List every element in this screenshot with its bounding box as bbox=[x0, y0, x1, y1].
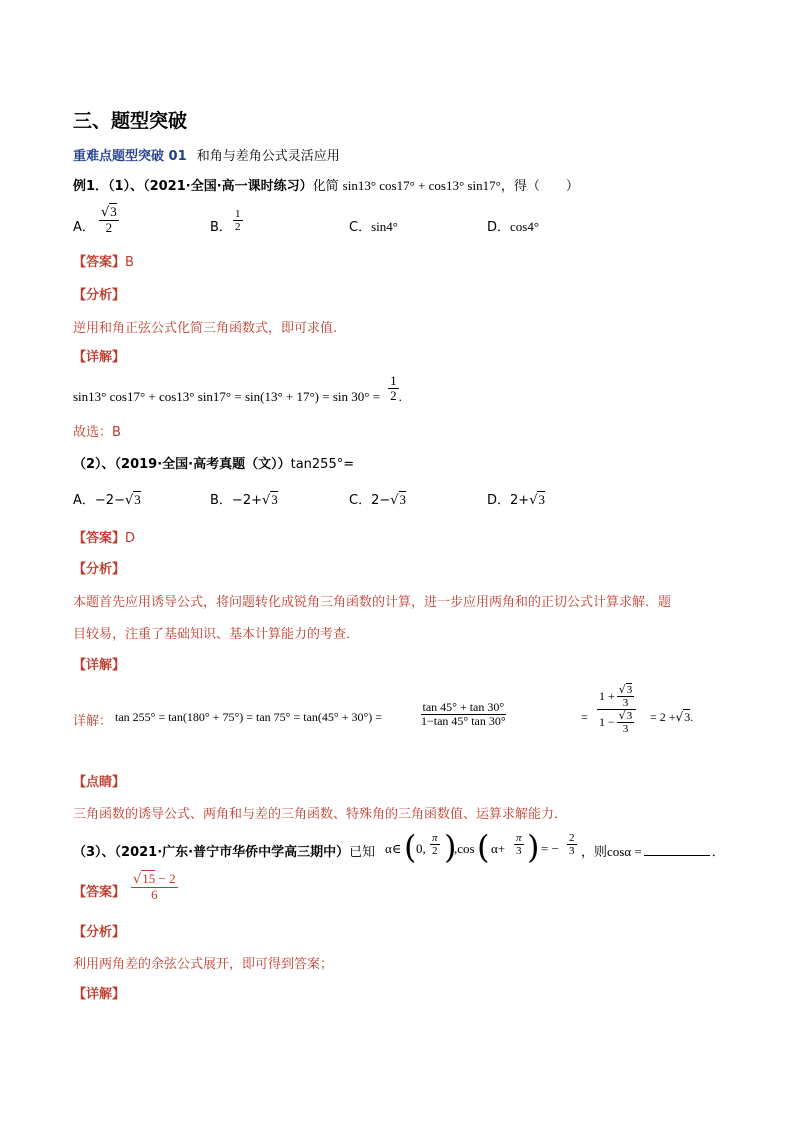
paren-close-icon: ) bbox=[444, 828, 457, 866]
q2-source: （2019·全国·高考真题（文）） bbox=[114, 457, 291, 472]
q3-text: 已知 bbox=[349, 845, 376, 860]
q2-options bbox=[73, 489, 713, 509]
q3-analysis-label: 【分析】 bbox=[73, 925, 126, 940]
q3-stem bbox=[73, 830, 733, 870]
q3-value-num: 2 bbox=[569, 832, 575, 844]
q2-frac2-den-root: 3 bbox=[626, 710, 633, 723]
q2-detail-result: = 2 +√3. bbox=[650, 710, 694, 724]
q1-option-d-label: D． bbox=[487, 220, 511, 235]
q3-value-den: 3 bbox=[569, 845, 575, 858]
q2-point-text: 三角函数的诱导公式、两角和与差的三角函数、特殊角的三角函数值、运算求解能力． bbox=[73, 807, 568, 822]
sqrt-icon: √ bbox=[101, 205, 110, 220]
q3-pi-2: π bbox=[516, 832, 522, 844]
q1-option-b-label: B． bbox=[210, 220, 232, 235]
q3-answer-den: 6 bbox=[151, 887, 158, 903]
q1-answer bbox=[73, 251, 134, 270]
q2-detail-result-root: 3 bbox=[684, 710, 691, 724]
q2-option-c-value: 2− bbox=[371, 493, 391, 508]
paren-close-2-icon: ) bbox=[527, 828, 540, 866]
q2-prefix: （2）、 bbox=[73, 457, 115, 472]
q2-option-a: A．−2−√3 bbox=[73, 492, 141, 508]
q2-detail-formula bbox=[73, 684, 733, 756]
q2-option-a-value: −2− bbox=[94, 493, 125, 508]
q1-suffix: ，得（ ） bbox=[500, 179, 579, 194]
q2-analysis-line2: 目较易，注重了基础知识、基本计算能力的考查． bbox=[73, 627, 360, 642]
q1-option-c bbox=[349, 216, 398, 235]
q1-analysis-label: 【分析】 bbox=[73, 288, 126, 303]
q3-alpha-plus: α+ bbox=[491, 841, 506, 856]
q1-option-d-value: cos4° bbox=[510, 219, 540, 234]
q1-expr: sin13° cos17° + cos13° sin17° bbox=[342, 178, 501, 193]
q1-option-a-num: 3 bbox=[110, 204, 117, 219]
q2-option-c-root: 3 bbox=[399, 492, 407, 507]
q1-option-a-den: 2 bbox=[105, 220, 113, 236]
q1-choose-value: B bbox=[112, 425, 121, 440]
q3-answer bbox=[73, 872, 373, 912]
q3-cos: ,cos bbox=[454, 841, 475, 856]
q3-analysis-text: 利用两角差的余弦公式展开，即可得到答案； bbox=[73, 957, 334, 972]
q1-option-a-frac bbox=[99, 205, 119, 236]
q2-option-b-root: 3 bbox=[271, 492, 278, 507]
q1-detail-frac bbox=[388, 374, 399, 404]
q2-detail-result-prefix: = 2 + bbox=[650, 710, 676, 724]
q3-answer-label: 【答案】 bbox=[73, 885, 126, 900]
q2-stem bbox=[73, 453, 354, 472]
q1-option-a-label: A． bbox=[73, 220, 95, 235]
q2-detail-label: 【详解】 bbox=[73, 658, 126, 673]
paren-open-2-icon: ( bbox=[477, 828, 490, 866]
q2-option-b: B．−2+√3 bbox=[210, 492, 278, 508]
q1-detail-expr: sin13° cos17° + cos13° sin17° = sin(13° + 17°) = sin 30° = bbox=[73, 389, 381, 405]
q1-detail-label: 【详解】 bbox=[73, 350, 126, 365]
q1-answer-label: 【答案】 bbox=[73, 255, 126, 270]
q3-answer-root: 15 bbox=[142, 871, 156, 886]
q2-answer bbox=[73, 527, 135, 546]
section-title: 三、题型突破 bbox=[73, 110, 188, 132]
q1-options bbox=[73, 205, 713, 241]
q2-analysis-line1: 本题首先应用诱导公式，将问题转化成锐角三角函数的计算，进一步应用两角和的正切公式计算求解．题 bbox=[73, 595, 672, 610]
subsection-title: 和角与差角公式灵活应用 bbox=[196, 149, 340, 164]
q1-option-b-den: 2 bbox=[235, 221, 241, 234]
q2-frac1-den: 1−tan 45° tan 30° bbox=[421, 714, 506, 729]
q3-answer-blank[interactable] bbox=[644, 855, 710, 856]
q2-detail-frac1 bbox=[419, 701, 508, 728]
q3-interval: 0, bbox=[416, 841, 426, 856]
q3-value-frac bbox=[567, 832, 577, 857]
q2-text: tan255°= bbox=[290, 457, 355, 472]
q2-option-d-root: 3 bbox=[538, 492, 545, 507]
paren-open-icon: ( bbox=[404, 828, 417, 866]
q3-cos-alpha: cosα = bbox=[607, 844, 642, 859]
q3-alpha-in: α∈ bbox=[385, 841, 402, 856]
q3-prefix: （3）、 bbox=[73, 845, 115, 860]
q1-option-b-num: 1 bbox=[235, 208, 241, 220]
q3-answer-minus: − 2 bbox=[155, 871, 176, 886]
q2-frac1-num: tan 45° + tan 30° bbox=[422, 700, 505, 714]
q1-option-b-frac bbox=[233, 208, 243, 233]
q1-choose bbox=[73, 421, 121, 440]
q1-option-c-label: C． bbox=[349, 220, 372, 235]
q1-text: 化简 bbox=[312, 179, 339, 194]
q2-option-b-label: B． bbox=[210, 493, 232, 508]
q2-frac2-num-den: 3 bbox=[622, 697, 629, 710]
q1-stem bbox=[73, 175, 579, 194]
q3-answer-frac: $\frac{√15 - 2}{6}$ bbox=[133, 871, 176, 903]
q2-option-a-label: A． bbox=[73, 493, 95, 508]
q2-option-d: D．2+√3 bbox=[487, 492, 545, 508]
q2-answer-value: D bbox=[125, 531, 136, 546]
q1-detail-num: 1 bbox=[390, 373, 397, 388]
q1-analysis-text: 逆用和角正弦公式化简三角函数式，即可求值. bbox=[73, 321, 338, 336]
q2-detail-expr: tan 255° = tan(180° + 75°) = tan 75° = tan(45° + 30°) = bbox=[115, 710, 383, 724]
q3-three: 3 bbox=[516, 845, 522, 858]
q2-analysis-label: 【分析】 bbox=[73, 562, 126, 577]
q3-two: 2 bbox=[432, 845, 438, 858]
q2-detail-frac2: 1 + $\frac{√3}{3}$ 1 − $\frac{√3}{3}$ bbox=[597, 684, 636, 735]
q3-stem-lead bbox=[73, 841, 375, 860]
subsection-heading bbox=[73, 145, 340, 164]
q3-end: ． bbox=[711, 845, 725, 860]
q2-frac2-den-den: 3 bbox=[622, 723, 629, 736]
q3-source: （2021·广东·普宁市华侨中学高三期中） bbox=[114, 845, 350, 860]
q2-frac2-num-root: 3 bbox=[626, 684, 633, 696]
q2-option-a-root: 3 bbox=[134, 492, 141, 507]
q2-option-c: C．2−√3 bbox=[349, 492, 407, 508]
q1-option-a bbox=[73, 216, 95, 235]
q1-option-c-value: sin4° bbox=[371, 219, 398, 234]
q2-detail-prefix: 详解： bbox=[73, 714, 113, 729]
q2-point-label: 【点睛】 bbox=[73, 775, 126, 790]
q2-option-d-value: 2+ bbox=[510, 493, 530, 508]
q2-frac2-num-prefix: 1 + bbox=[599, 689, 615, 703]
q3-then bbox=[581, 841, 725, 860]
q3-pi-over-2 bbox=[430, 832, 440, 857]
q3-pi-over-3 bbox=[514, 832, 524, 857]
q3-pi: π bbox=[432, 832, 438, 844]
q1-prefix: 例1．（1）、 bbox=[73, 179, 144, 194]
subsection-label: 重难点题型突破 01 bbox=[73, 149, 187, 164]
q1-option-d bbox=[487, 216, 539, 235]
q1-answer-value: B bbox=[125, 255, 134, 270]
q2-frac2-den-prefix: 1 − bbox=[599, 715, 615, 730]
q1-choose-label: 故选： bbox=[73, 425, 113, 440]
q2-answer-label: 【答案】 bbox=[73, 531, 126, 546]
q1-detail-formula: $_{sin13^\circ cos17^\circ + cos13^\circ sin17^\circ = sin(13^\circ + 17^\circ) = sin 30^\circ =}$ $\frac{1}{2}$ $_.$ bbox=[73, 373, 402, 405]
q2-detail-eq: = bbox=[581, 710, 588, 724]
q2-option-d-label: D． bbox=[487, 493, 511, 508]
q3-eq-neg: = − bbox=[541, 841, 559, 856]
q2-option-b-value: −2+ bbox=[231, 493, 262, 508]
q2-option-c-label: C． bbox=[349, 493, 372, 508]
q3-then-text: ，则 bbox=[581, 845, 608, 860]
q3-detail-label: 【详解】 bbox=[73, 987, 126, 1002]
q1-source: （2021·全国·高一课时练习） bbox=[143, 179, 313, 194]
q1-detail-den: 2 bbox=[390, 388, 397, 404]
